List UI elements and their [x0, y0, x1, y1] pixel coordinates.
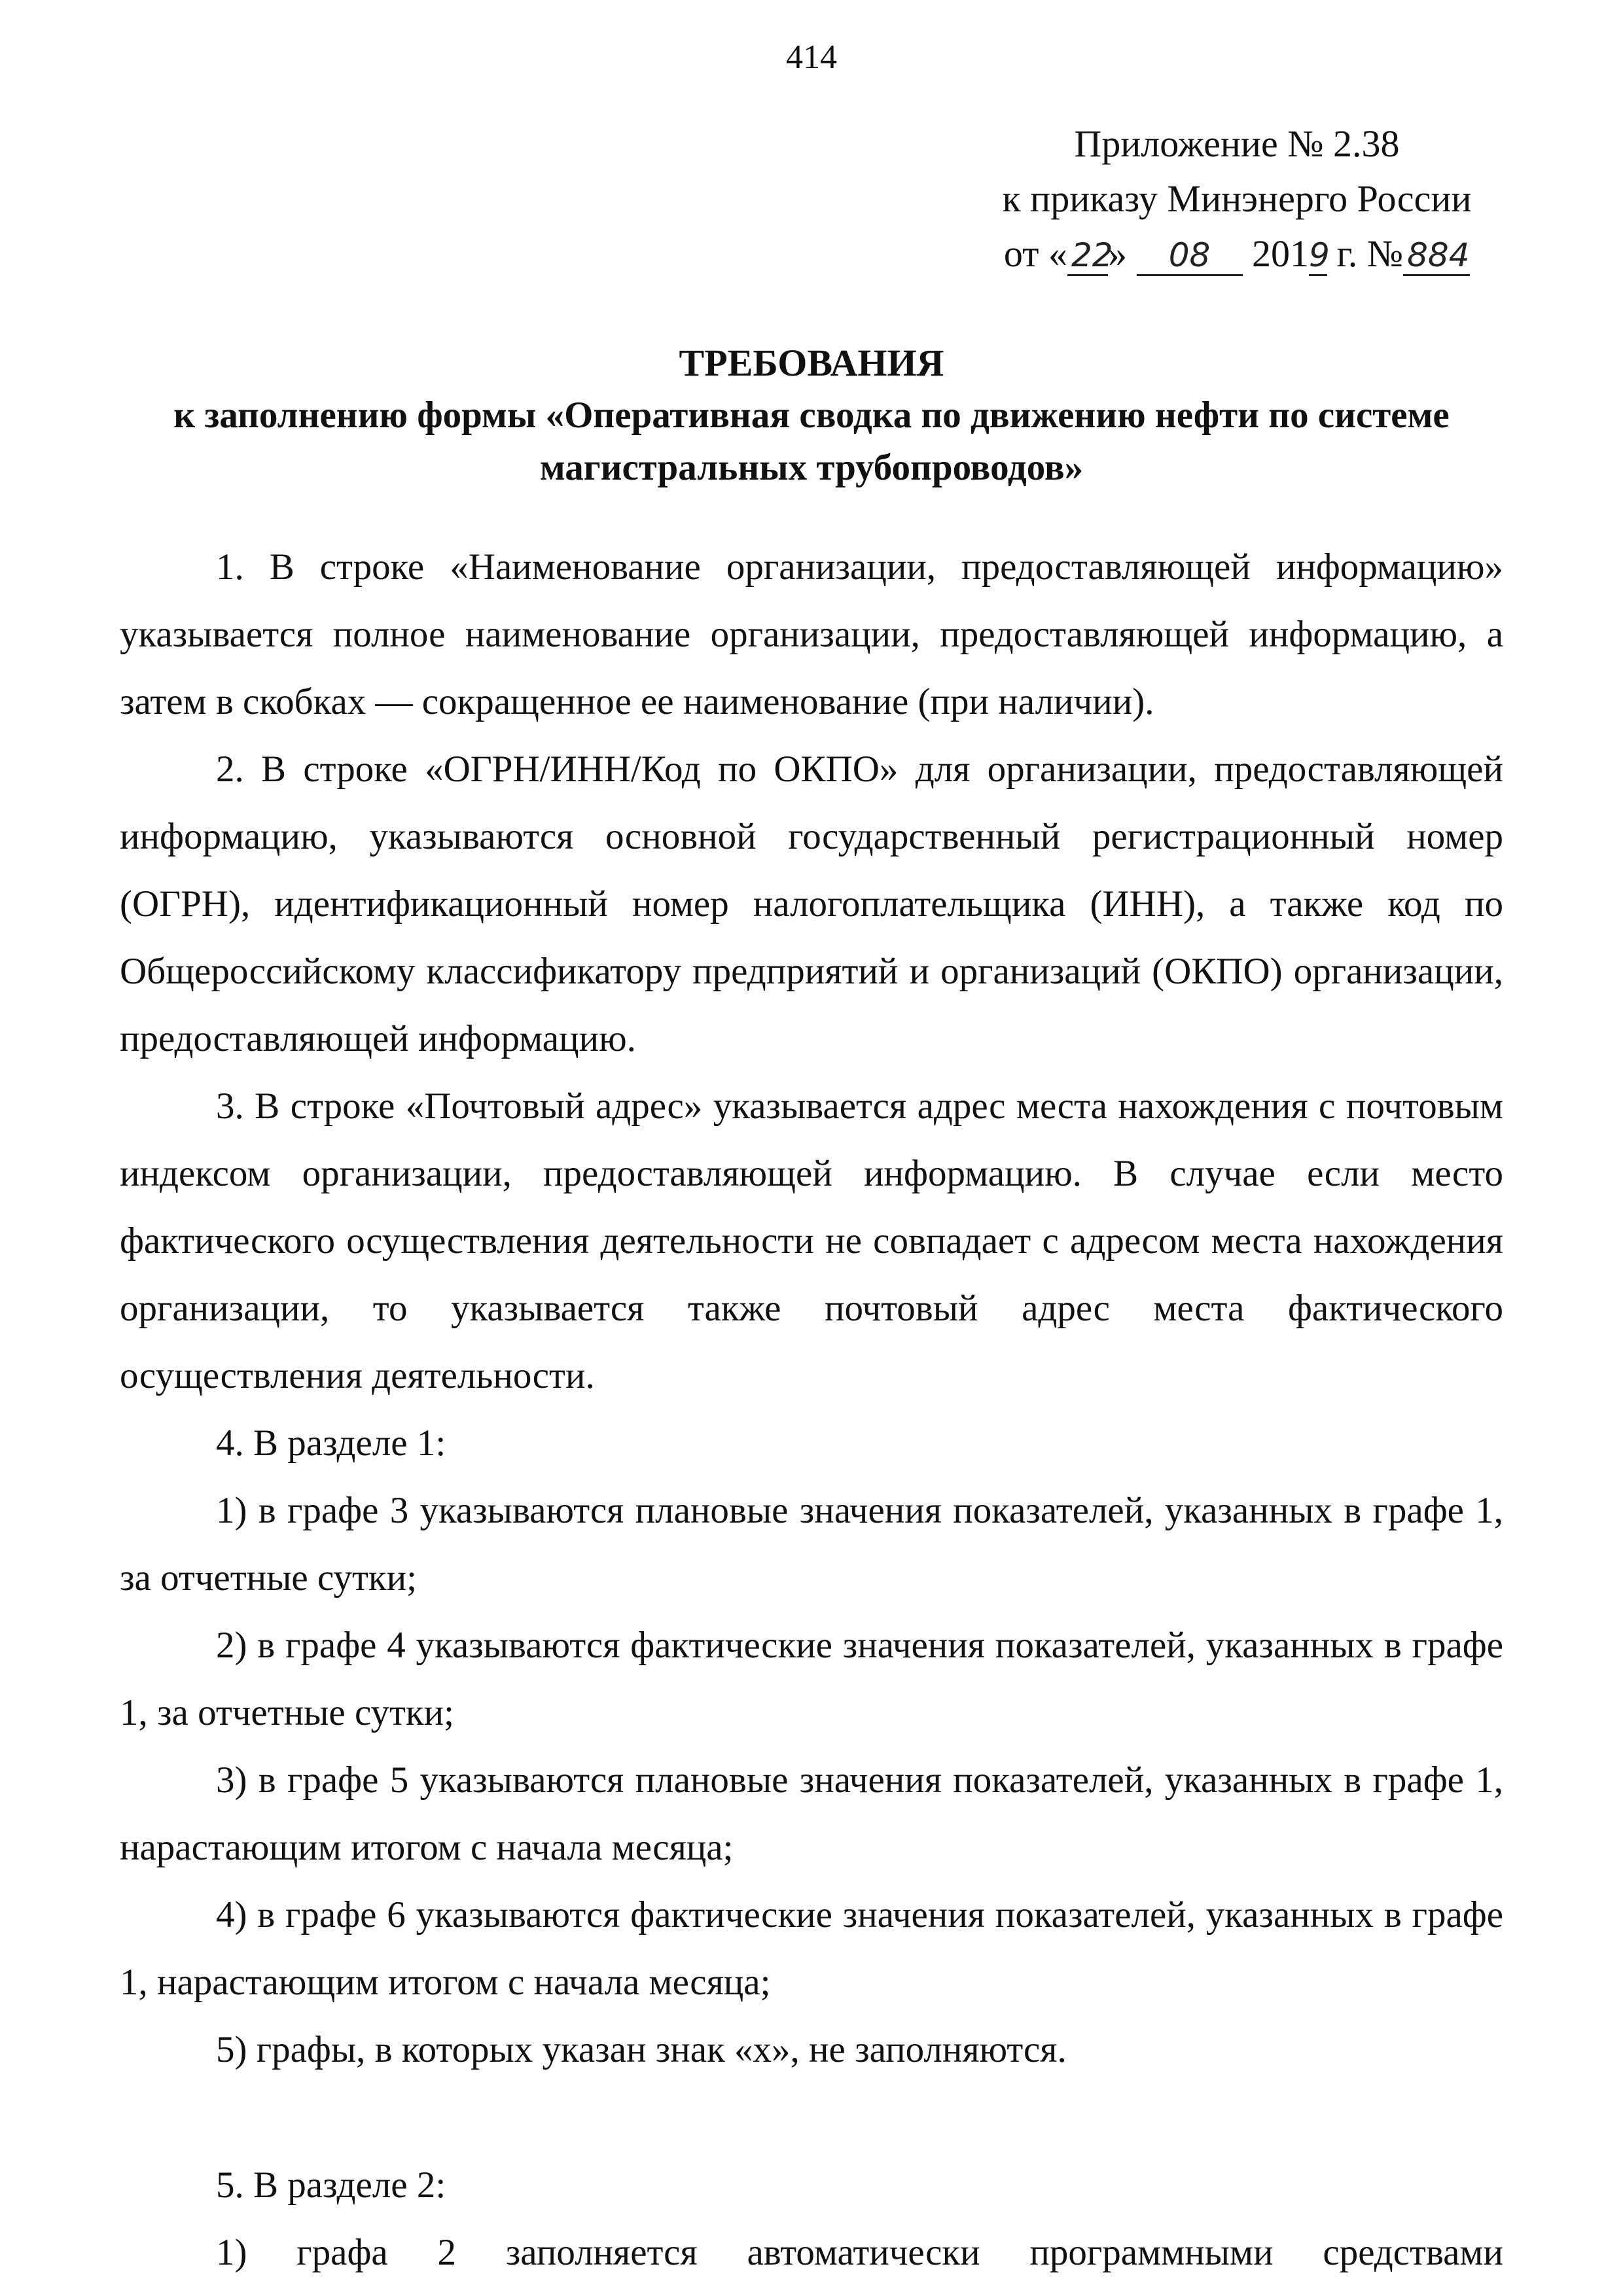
appendix-order-date: [982, 226, 1492, 281]
year-suffix: г. №: [1327, 232, 1404, 275]
page-number: 414: [786, 39, 837, 76]
paragraph-4-item-5: 5) графы, в которых указан знак «x», не заполняются.: [216, 2029, 1067, 2070]
appendix-number: Приложение № 2.38: [1074, 122, 1400, 165]
document-subtitle-line-2: магистральных трубопроводов»: [539, 447, 1084, 488]
handwritten-order-number: 884: [1403, 236, 1470, 276]
document-title: ТРЕБОВАНИЯ: [679, 342, 944, 384]
handwritten-year-digit: 9: [1309, 236, 1327, 276]
paragraph-4-item-1: 1) в графе 3 указываются плановые значения показателей, указанных в графе 1, за отчетные сутки;: [120, 1490, 1503, 1598]
document-heading: [118, 337, 1505, 494]
paragraph-4-item-4: 4) в графе 6 указываются фактические значения показателей, указанных в графе 1, нарастающим итогом с начала месяца;: [120, 1894, 1503, 2003]
paragraph-3: 3. В строке «Почтовый адрес» указывается адрес места нахождения с почтовым индексом организации, предоставляющей информацию. В случае если место фактического осуществления деятельности не совпадает с адресом места нахождения организации, то указывается также почтовый адрес места фактического осуществления деятельности.: [120, 1086, 1503, 1396]
paragraph-5-item-1: 1) графа 2 заполняется автоматически программными средствами: [216, 2232, 1503, 2273]
document-subtitle-line-1: к заполнению формы «Оперативная сводка по движению нефти по системе: [173, 395, 1450, 436]
paragraph-5: 5. В разделе 2:: [216, 2164, 446, 2206]
paragraph-2: 2. В строке «ОГРН/ИНН/Код по ОКПО» для организации, предоставляющей информацию, указываются основной государственный регистрационный номер (ОГРН), идентификационный номер налогоплательщика (ИНН), а также код по Общероссийскому классификатору предприятий и организаций (ОКПО) организации, предоставляющей информацию.: [120, 749, 1503, 1059]
handwritten-day: 22: [1067, 236, 1108, 276]
paragraph-4-item-2: 2) в графе 4 указываются фактические значения показателей, указанных в графе 1, за отчетные сутки;: [120, 1625, 1503, 1733]
year-prefix: 201: [1252, 232, 1309, 275]
paragraph-4: 4. В разделе 1:: [216, 1422, 446, 1464]
handwritten-month: 08: [1137, 236, 1243, 276]
date-prefix: от «: [1003, 232, 1067, 275]
document-body: [120, 533, 1503, 2286]
appendix-header: [982, 116, 1492, 281]
date-mid: »: [1108, 232, 1127, 275]
paragraph-4-item-3: 3) в графе 5 указываются плановые значения показателей, указанных в графе 1, нарастающим итогом с начала месяца;: [120, 1759, 1503, 1868]
appendix-order-reference: к приказу Минэнерго России: [1002, 177, 1472, 220]
paragraph-1: 1. В строке «Наименование организации, предоставляющей информацию» указывается полное наименование организации, предоставляющей информацию, а затем в скобках — сокращенное ее наименование (при наличии).: [120, 546, 1503, 722]
